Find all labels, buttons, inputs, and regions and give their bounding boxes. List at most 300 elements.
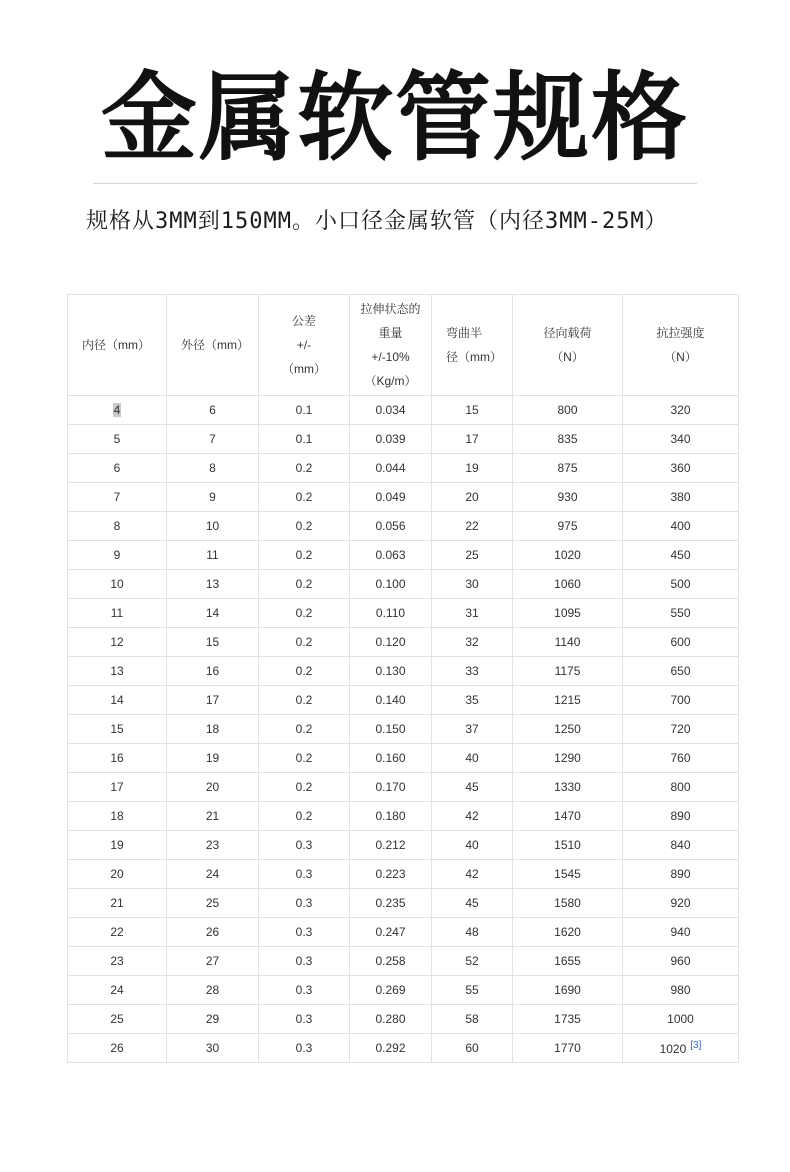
table-cell bbox=[259, 454, 350, 483]
table-row bbox=[68, 976, 739, 1005]
table-cell bbox=[623, 1005, 739, 1034]
cell-value: 0.247 bbox=[375, 925, 406, 939]
cell-value: 1690 bbox=[554, 983, 581, 997]
table-cell bbox=[350, 889, 432, 918]
table-cell bbox=[513, 425, 623, 454]
table-cell bbox=[513, 599, 623, 628]
table-cell bbox=[68, 599, 167, 628]
table-cell bbox=[432, 715, 513, 744]
table-cell bbox=[259, 976, 350, 1005]
table-cell bbox=[167, 628, 259, 657]
table-cell bbox=[513, 686, 623, 715]
cell-value: 0.2 bbox=[295, 751, 313, 765]
cell-value: 52 bbox=[465, 954, 479, 968]
header-line: 公差 bbox=[291, 314, 316, 328]
table-cell bbox=[623, 802, 739, 831]
cell-value: 9 bbox=[113, 548, 121, 562]
table-cell bbox=[259, 1005, 350, 1034]
cell-value: 0.2 bbox=[295, 780, 313, 794]
cell-value: 0.2 bbox=[295, 490, 313, 504]
header-line: （mm） bbox=[282, 362, 326, 376]
cell-value: 1140 bbox=[554, 635, 581, 649]
table-cell bbox=[350, 686, 432, 715]
table-cell bbox=[259, 657, 350, 686]
cell-value: 380 bbox=[670, 490, 691, 504]
table-cell bbox=[623, 686, 739, 715]
table-row bbox=[68, 512, 739, 541]
cell-value: 1060 bbox=[554, 577, 581, 591]
cell-value: 13 bbox=[205, 577, 220, 591]
cell-value: 0.180 bbox=[375, 809, 406, 823]
cell-value: 1545 bbox=[554, 867, 581, 881]
table-cell bbox=[432, 889, 513, 918]
table-cell bbox=[623, 1034, 739, 1063]
table-cell bbox=[68, 976, 167, 1005]
cell-value: 6 bbox=[209, 403, 216, 417]
header-tolerance bbox=[259, 295, 350, 396]
table-cell bbox=[167, 425, 259, 454]
table-cell bbox=[513, 512, 623, 541]
table-cell bbox=[68, 831, 167, 860]
cell-value: 31 bbox=[465, 606, 479, 620]
cell-value: 22 bbox=[465, 519, 479, 533]
table-cell bbox=[432, 802, 513, 831]
table-cell bbox=[350, 396, 432, 425]
table-cell bbox=[68, 860, 167, 889]
cell-value: 0.3 bbox=[295, 896, 313, 910]
cell-value: 19 bbox=[205, 751, 220, 765]
spec-table bbox=[67, 294, 739, 1063]
table-cell bbox=[167, 744, 259, 773]
cell-value: 940 bbox=[670, 925, 691, 939]
cell-value: 0.3 bbox=[295, 954, 313, 968]
table-cell bbox=[68, 1005, 167, 1034]
table-cell bbox=[432, 860, 513, 889]
table-cell bbox=[259, 425, 350, 454]
cell-value: 19 bbox=[110, 838, 124, 852]
table-cell bbox=[432, 483, 513, 512]
cell-value: 15 bbox=[205, 635, 220, 649]
table-cell bbox=[68, 744, 167, 773]
table-cell bbox=[167, 512, 259, 541]
citation-link[interactable]: [3] bbox=[690, 1040, 702, 1051]
table-cell bbox=[259, 918, 350, 947]
cell-value: 58 bbox=[465, 1012, 479, 1026]
cell-value: 0.056 bbox=[375, 519, 406, 533]
table-row bbox=[68, 1034, 739, 1063]
cell-value: 1330 bbox=[554, 780, 581, 794]
cell-value: 17 bbox=[465, 432, 479, 446]
table-cell bbox=[68, 889, 167, 918]
cell-value: 0.039 bbox=[375, 432, 406, 446]
table-cell bbox=[167, 947, 259, 976]
cell-value: 21 bbox=[110, 896, 124, 910]
table-cell bbox=[623, 773, 739, 802]
table-cell bbox=[68, 396, 167, 425]
table-cell bbox=[68, 773, 167, 802]
table-cell bbox=[513, 918, 623, 947]
table-cell bbox=[513, 1034, 623, 1063]
table-cell bbox=[623, 425, 739, 454]
cell-value: 25 bbox=[465, 548, 479, 562]
cell-value: 960 bbox=[670, 954, 691, 968]
cell-value: 21 bbox=[205, 809, 220, 823]
table-cell bbox=[432, 831, 513, 860]
header-inner-diameter bbox=[68, 295, 167, 396]
table-row bbox=[68, 715, 739, 744]
header-line: （N） bbox=[551, 350, 584, 364]
table-cell bbox=[350, 628, 432, 657]
cell-value: 1470 bbox=[554, 809, 581, 823]
table-row bbox=[68, 773, 739, 802]
table-cell bbox=[432, 1005, 513, 1034]
cell-value: 11 bbox=[206, 548, 219, 562]
cell-value: 975 bbox=[557, 519, 578, 533]
table-cell bbox=[167, 570, 259, 599]
header-line: +/- bbox=[296, 338, 312, 352]
cell-value: 450 bbox=[670, 548, 691, 562]
table-cell bbox=[513, 773, 623, 802]
table-cell bbox=[432, 1034, 513, 1063]
spec-table-header bbox=[68, 295, 739, 396]
table-cell bbox=[167, 802, 259, 831]
table-cell bbox=[432, 947, 513, 976]
header-bend-radius bbox=[432, 295, 513, 396]
table-cell bbox=[623, 512, 739, 541]
cell-value: 835 bbox=[557, 432, 578, 446]
cell-value: 0.140 bbox=[375, 693, 406, 707]
cell-value: 14 bbox=[110, 693, 124, 707]
cell-value: 0.235 bbox=[375, 896, 406, 910]
table-cell bbox=[623, 860, 739, 889]
table-cell bbox=[432, 454, 513, 483]
table-cell bbox=[68, 454, 167, 483]
table-cell bbox=[513, 831, 623, 860]
table-row bbox=[68, 802, 739, 831]
cell-value: 0.2 bbox=[295, 722, 313, 736]
cell-value: 33 bbox=[465, 664, 479, 678]
table-cell bbox=[259, 802, 350, 831]
table-row bbox=[68, 918, 739, 947]
table-cell bbox=[259, 396, 350, 425]
cell-value: 0.150 bbox=[375, 722, 406, 736]
cell-value: 500 bbox=[670, 577, 691, 591]
table-row bbox=[68, 483, 739, 512]
header-line: 径（mm） bbox=[446, 350, 502, 364]
table-cell bbox=[350, 657, 432, 686]
cell-value: 29 bbox=[205, 1012, 220, 1026]
cell-value: 0.100 bbox=[375, 577, 406, 591]
cell-value: 700 bbox=[670, 693, 691, 707]
table-cell bbox=[68, 570, 167, 599]
header-line: 拉伸状态的 bbox=[360, 302, 421, 316]
cell-value: 24 bbox=[110, 983, 124, 997]
cell-value: 0.2 bbox=[295, 548, 313, 562]
table-cell bbox=[167, 831, 259, 860]
table-cell bbox=[513, 860, 623, 889]
table-cell bbox=[350, 599, 432, 628]
cell-value: 17 bbox=[205, 693, 220, 707]
table-cell bbox=[167, 454, 259, 483]
table-cell bbox=[350, 918, 432, 947]
table-cell bbox=[350, 715, 432, 744]
cell-value: 720 bbox=[670, 722, 691, 736]
cell-value: 0.2 bbox=[295, 664, 313, 678]
table-cell bbox=[432, 918, 513, 947]
cell-value: 25 bbox=[205, 896, 220, 910]
table-cell bbox=[259, 831, 350, 860]
cell-value: 20 bbox=[465, 490, 479, 504]
cell-value: 0.2 bbox=[295, 635, 313, 649]
cell-value: 14 bbox=[205, 606, 220, 620]
table-cell bbox=[513, 1005, 623, 1034]
cell-value: 1020 bbox=[659, 1042, 687, 1056]
table-cell bbox=[432, 628, 513, 657]
table-cell bbox=[432, 773, 513, 802]
header-weight bbox=[350, 295, 432, 396]
cell-value: 840 bbox=[670, 838, 691, 852]
table-cell bbox=[623, 599, 739, 628]
table-cell bbox=[167, 715, 259, 744]
table-row bbox=[68, 570, 739, 599]
table-cell bbox=[513, 570, 623, 599]
header-outer-diameter bbox=[167, 295, 259, 396]
table-cell bbox=[350, 860, 432, 889]
cell-value: 7 bbox=[113, 490, 121, 504]
table-cell bbox=[350, 570, 432, 599]
cell-value: 20 bbox=[205, 780, 220, 794]
cell-value: 0.034 bbox=[375, 403, 406, 417]
cell-value: 8 bbox=[209, 461, 216, 475]
table-cell bbox=[623, 744, 739, 773]
table-cell bbox=[432, 541, 513, 570]
cell-value: 1510 bbox=[554, 838, 581, 852]
cell-value: 0.3 bbox=[295, 983, 313, 997]
cell-value: 0.2 bbox=[295, 606, 313, 620]
table-cell bbox=[623, 947, 739, 976]
table-row bbox=[68, 831, 739, 860]
cell-value: 340 bbox=[670, 432, 691, 446]
table-cell bbox=[432, 512, 513, 541]
table-row bbox=[68, 1005, 739, 1034]
table-cell bbox=[623, 483, 739, 512]
table-cell bbox=[623, 889, 739, 918]
cell-value: 24 bbox=[205, 867, 220, 881]
cell-value: 1620 bbox=[554, 925, 581, 939]
table-cell bbox=[623, 918, 739, 947]
table-cell bbox=[432, 686, 513, 715]
table-cell bbox=[513, 396, 623, 425]
cell-value: 15 bbox=[465, 403, 479, 417]
table-cell bbox=[350, 976, 432, 1005]
cell-value: 400 bbox=[670, 519, 691, 533]
cell-value: 28 bbox=[205, 983, 220, 997]
cell-value: 25 bbox=[110, 1012, 124, 1026]
cell-value: 320 bbox=[670, 403, 691, 417]
cell-value: 1580 bbox=[554, 896, 581, 910]
table-cell bbox=[623, 628, 739, 657]
cell-value: 60 bbox=[465, 1041, 479, 1055]
table-cell bbox=[432, 657, 513, 686]
cell-value: 1215 bbox=[554, 693, 581, 707]
cell-value: 40 bbox=[465, 838, 479, 852]
cell-value: 10 bbox=[205, 519, 220, 533]
cell-value: 0.3 bbox=[295, 1012, 313, 1026]
cell-value: 890 bbox=[670, 809, 691, 823]
table-cell bbox=[68, 802, 167, 831]
cell-value: 0.1 bbox=[295, 403, 313, 417]
cell-value: 32 bbox=[465, 635, 479, 649]
cell-value: 0.258 bbox=[375, 954, 406, 968]
table-cell bbox=[259, 483, 350, 512]
cell-value: 27 bbox=[205, 954, 220, 968]
table-cell bbox=[513, 715, 623, 744]
cell-value: 875 bbox=[557, 461, 578, 475]
cell-value: 0.130 bbox=[375, 664, 406, 678]
table-cell bbox=[68, 541, 167, 570]
cell-value: 890 bbox=[670, 867, 691, 881]
cell-value: 9 bbox=[209, 490, 216, 504]
table-cell bbox=[432, 570, 513, 599]
cell-value: 6 bbox=[113, 461, 121, 475]
table-cell bbox=[513, 976, 623, 1005]
cell-value: 0.2 bbox=[295, 461, 313, 475]
cell-value: 0.1 bbox=[295, 432, 313, 446]
table-cell bbox=[623, 396, 739, 425]
cell-value: 1250 bbox=[554, 722, 581, 736]
cell-value: 980 bbox=[670, 983, 691, 997]
table-row bbox=[68, 860, 739, 889]
table-cell bbox=[167, 773, 259, 802]
table-cell bbox=[513, 454, 623, 483]
title-divider bbox=[93, 183, 697, 184]
cell-value: 19 bbox=[465, 461, 479, 475]
cell-value: 17 bbox=[110, 780, 124, 794]
table-cell bbox=[259, 947, 350, 976]
cell-value: 11 bbox=[110, 606, 124, 620]
cell-value: 1735 bbox=[554, 1012, 581, 1026]
table-cell bbox=[350, 541, 432, 570]
cell-value: 0.110 bbox=[375, 606, 406, 620]
cell-value: 26 bbox=[205, 925, 220, 939]
spec-table-body bbox=[68, 396, 739, 1063]
table-cell bbox=[259, 1034, 350, 1063]
table-row bbox=[68, 657, 739, 686]
cell-value: 0.044 bbox=[375, 461, 406, 475]
table-cell bbox=[623, 454, 739, 483]
cell-value: 23 bbox=[205, 838, 220, 852]
table-row bbox=[68, 947, 739, 976]
table-cell bbox=[167, 860, 259, 889]
table-cell bbox=[432, 396, 513, 425]
table-cell bbox=[513, 744, 623, 773]
table-cell bbox=[432, 744, 513, 773]
table-cell bbox=[350, 773, 432, 802]
cell-value: 0.269 bbox=[375, 983, 406, 997]
cell-value: 760 bbox=[670, 751, 691, 765]
table-cell bbox=[513, 889, 623, 918]
header-line: 弯曲半 bbox=[446, 326, 483, 340]
table-cell bbox=[259, 744, 350, 773]
table-cell bbox=[350, 512, 432, 541]
table-cell bbox=[350, 483, 432, 512]
cell-value: 0.160 bbox=[375, 751, 406, 765]
table-cell bbox=[68, 628, 167, 657]
cell-value: 920 bbox=[670, 896, 691, 910]
table-cell bbox=[623, 976, 739, 1005]
table-cell bbox=[513, 802, 623, 831]
header-line: 径向载荷 bbox=[543, 326, 592, 340]
table-cell bbox=[350, 1005, 432, 1034]
table-row bbox=[68, 541, 739, 570]
header-line: +/-10% bbox=[371, 350, 410, 364]
table-cell bbox=[259, 773, 350, 802]
table-cell bbox=[623, 831, 739, 860]
cell-value: 16 bbox=[110, 751, 124, 765]
table-cell bbox=[167, 889, 259, 918]
table-cell bbox=[350, 802, 432, 831]
table-cell bbox=[623, 541, 739, 570]
cell-value: 360 bbox=[670, 461, 691, 475]
table-cell bbox=[167, 657, 259, 686]
table-row bbox=[68, 744, 739, 773]
table-cell bbox=[432, 425, 513, 454]
cell-value: 55 bbox=[465, 983, 479, 997]
table-cell bbox=[350, 831, 432, 860]
cell-value: 0.292 bbox=[375, 1041, 406, 1055]
cell-value: 0.049 bbox=[375, 490, 406, 504]
table-row bbox=[68, 889, 739, 918]
cell-value: 30 bbox=[465, 577, 479, 591]
table-cell bbox=[167, 1005, 259, 1034]
table-cell bbox=[68, 715, 167, 744]
table-cell bbox=[259, 686, 350, 715]
header-line: 外径（mm） bbox=[181, 338, 249, 352]
table-cell bbox=[167, 976, 259, 1005]
header-radial-load bbox=[513, 295, 623, 396]
table-cell bbox=[623, 570, 739, 599]
cell-value: 0.2 bbox=[295, 809, 313, 823]
cell-value: 26 bbox=[110, 1041, 124, 1055]
table-cell bbox=[68, 918, 167, 947]
table-cell bbox=[513, 947, 623, 976]
table-cell bbox=[68, 686, 167, 715]
cell-value: 8 bbox=[113, 519, 121, 533]
table-cell bbox=[68, 483, 167, 512]
cell-value: 40 bbox=[465, 751, 479, 765]
cell-value: 1655 bbox=[554, 954, 581, 968]
cell-value: 0.063 bbox=[375, 548, 406, 562]
table-row bbox=[68, 686, 739, 715]
table-cell bbox=[350, 1034, 432, 1063]
cell-value: 4 bbox=[113, 403, 121, 417]
cell-value: 23 bbox=[110, 954, 124, 968]
cell-value: 18 bbox=[110, 809, 124, 823]
table-cell bbox=[167, 483, 259, 512]
table-cell bbox=[259, 889, 350, 918]
table-cell bbox=[623, 657, 739, 686]
table-cell bbox=[259, 860, 350, 889]
header-line: （N） bbox=[664, 350, 697, 364]
table-row bbox=[68, 396, 739, 425]
header-tensile-strength bbox=[623, 295, 739, 396]
table-cell bbox=[513, 541, 623, 570]
table-cell bbox=[513, 483, 623, 512]
cell-value: 0.120 bbox=[375, 635, 406, 649]
cell-value: 16 bbox=[205, 664, 220, 678]
cell-value: 0.3 bbox=[295, 838, 313, 852]
table-cell bbox=[350, 425, 432, 454]
